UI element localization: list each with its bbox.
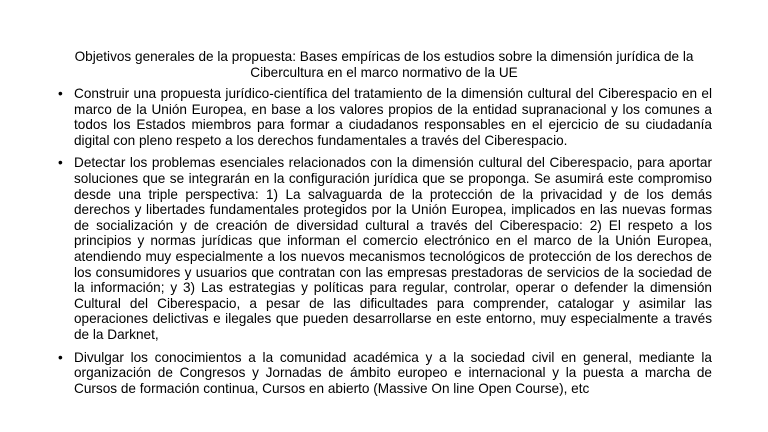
bullet-item-3	[58, 350, 712, 397]
bullet-item-2	[58, 155, 712, 342]
bullet-marker: •	[58, 86, 63, 101]
bullet-item-1	[58, 86, 712, 148]
bullet-list	[58, 86, 712, 403]
slide-title: Objetivos generales de la propuesta: Bases empíricas de los estudios sobre la dimensión jurídica de la Cibercultura en el marco normativo de la UE	[74, 49, 694, 80]
bullet-marker: •	[58, 155, 63, 171]
bullet-marker: •	[58, 349, 63, 365]
bullet-text: Construir una propuesta jurídico-científica del tratamiento de la dimensión cultural del Ciberespacio en el marco de la Unión Europea, en base a los valores propios de la entidad supranacional y los comunes a todos los Estados miembros para formar a ciudadanos responsables en el ejercicio de su ciudadanía digital con pleno respeto a los derechos fundamentales a través del Ciberespacio.	[74, 86, 712, 148]
bullet-text: Divulgar los conocimientos a la comunidad académica y a la sociedad civil en general, mediante la organización de Congresos y Jornadas de ámbito europeo e internacional y la puesta a marcha de Cursos de formación continua, Cursos en abierto (Massive On line Open Course), etc	[74, 349, 712, 396]
bullet-text: Detectar los problemas esenciales relacionados con la dimensión cultural del Ciberespacio, para aportar soluciones que se integrarán en la configuración jurídica que se proponga. Se asumirá este compromiso desde una triple perspectiva: 1) La salvaguarda de la protección de la privacidad y de los demás derechos y libertades fundamentales protegidos por la Unión Europea, implicados en las nuevas formas de socialización y de creación de diversidad cultural a través del Ciberespacio: 2) El respeto a los principios y normas jurídicas que informan el comercio electrónico en el marco de la Unión Europea, atendiendo muy especialmente a los nuevos mecanismos tecnológicos de protección de los derechos de los consumidores y usuarios que contratan con las empresas prestadoras de servicios de la sociedad de la información; y 3) Las estrategias y políticas para regular, controlar, operar o defender la dimensión Cultural del Ciberespacio, a pesar de las dificultades para comprender, catalogar y asimilar las operaciones delictivas e ilegales que pueden desarrollarse en este entorno, muy especialmente a través de la Darknet,	[74, 155, 712, 342]
